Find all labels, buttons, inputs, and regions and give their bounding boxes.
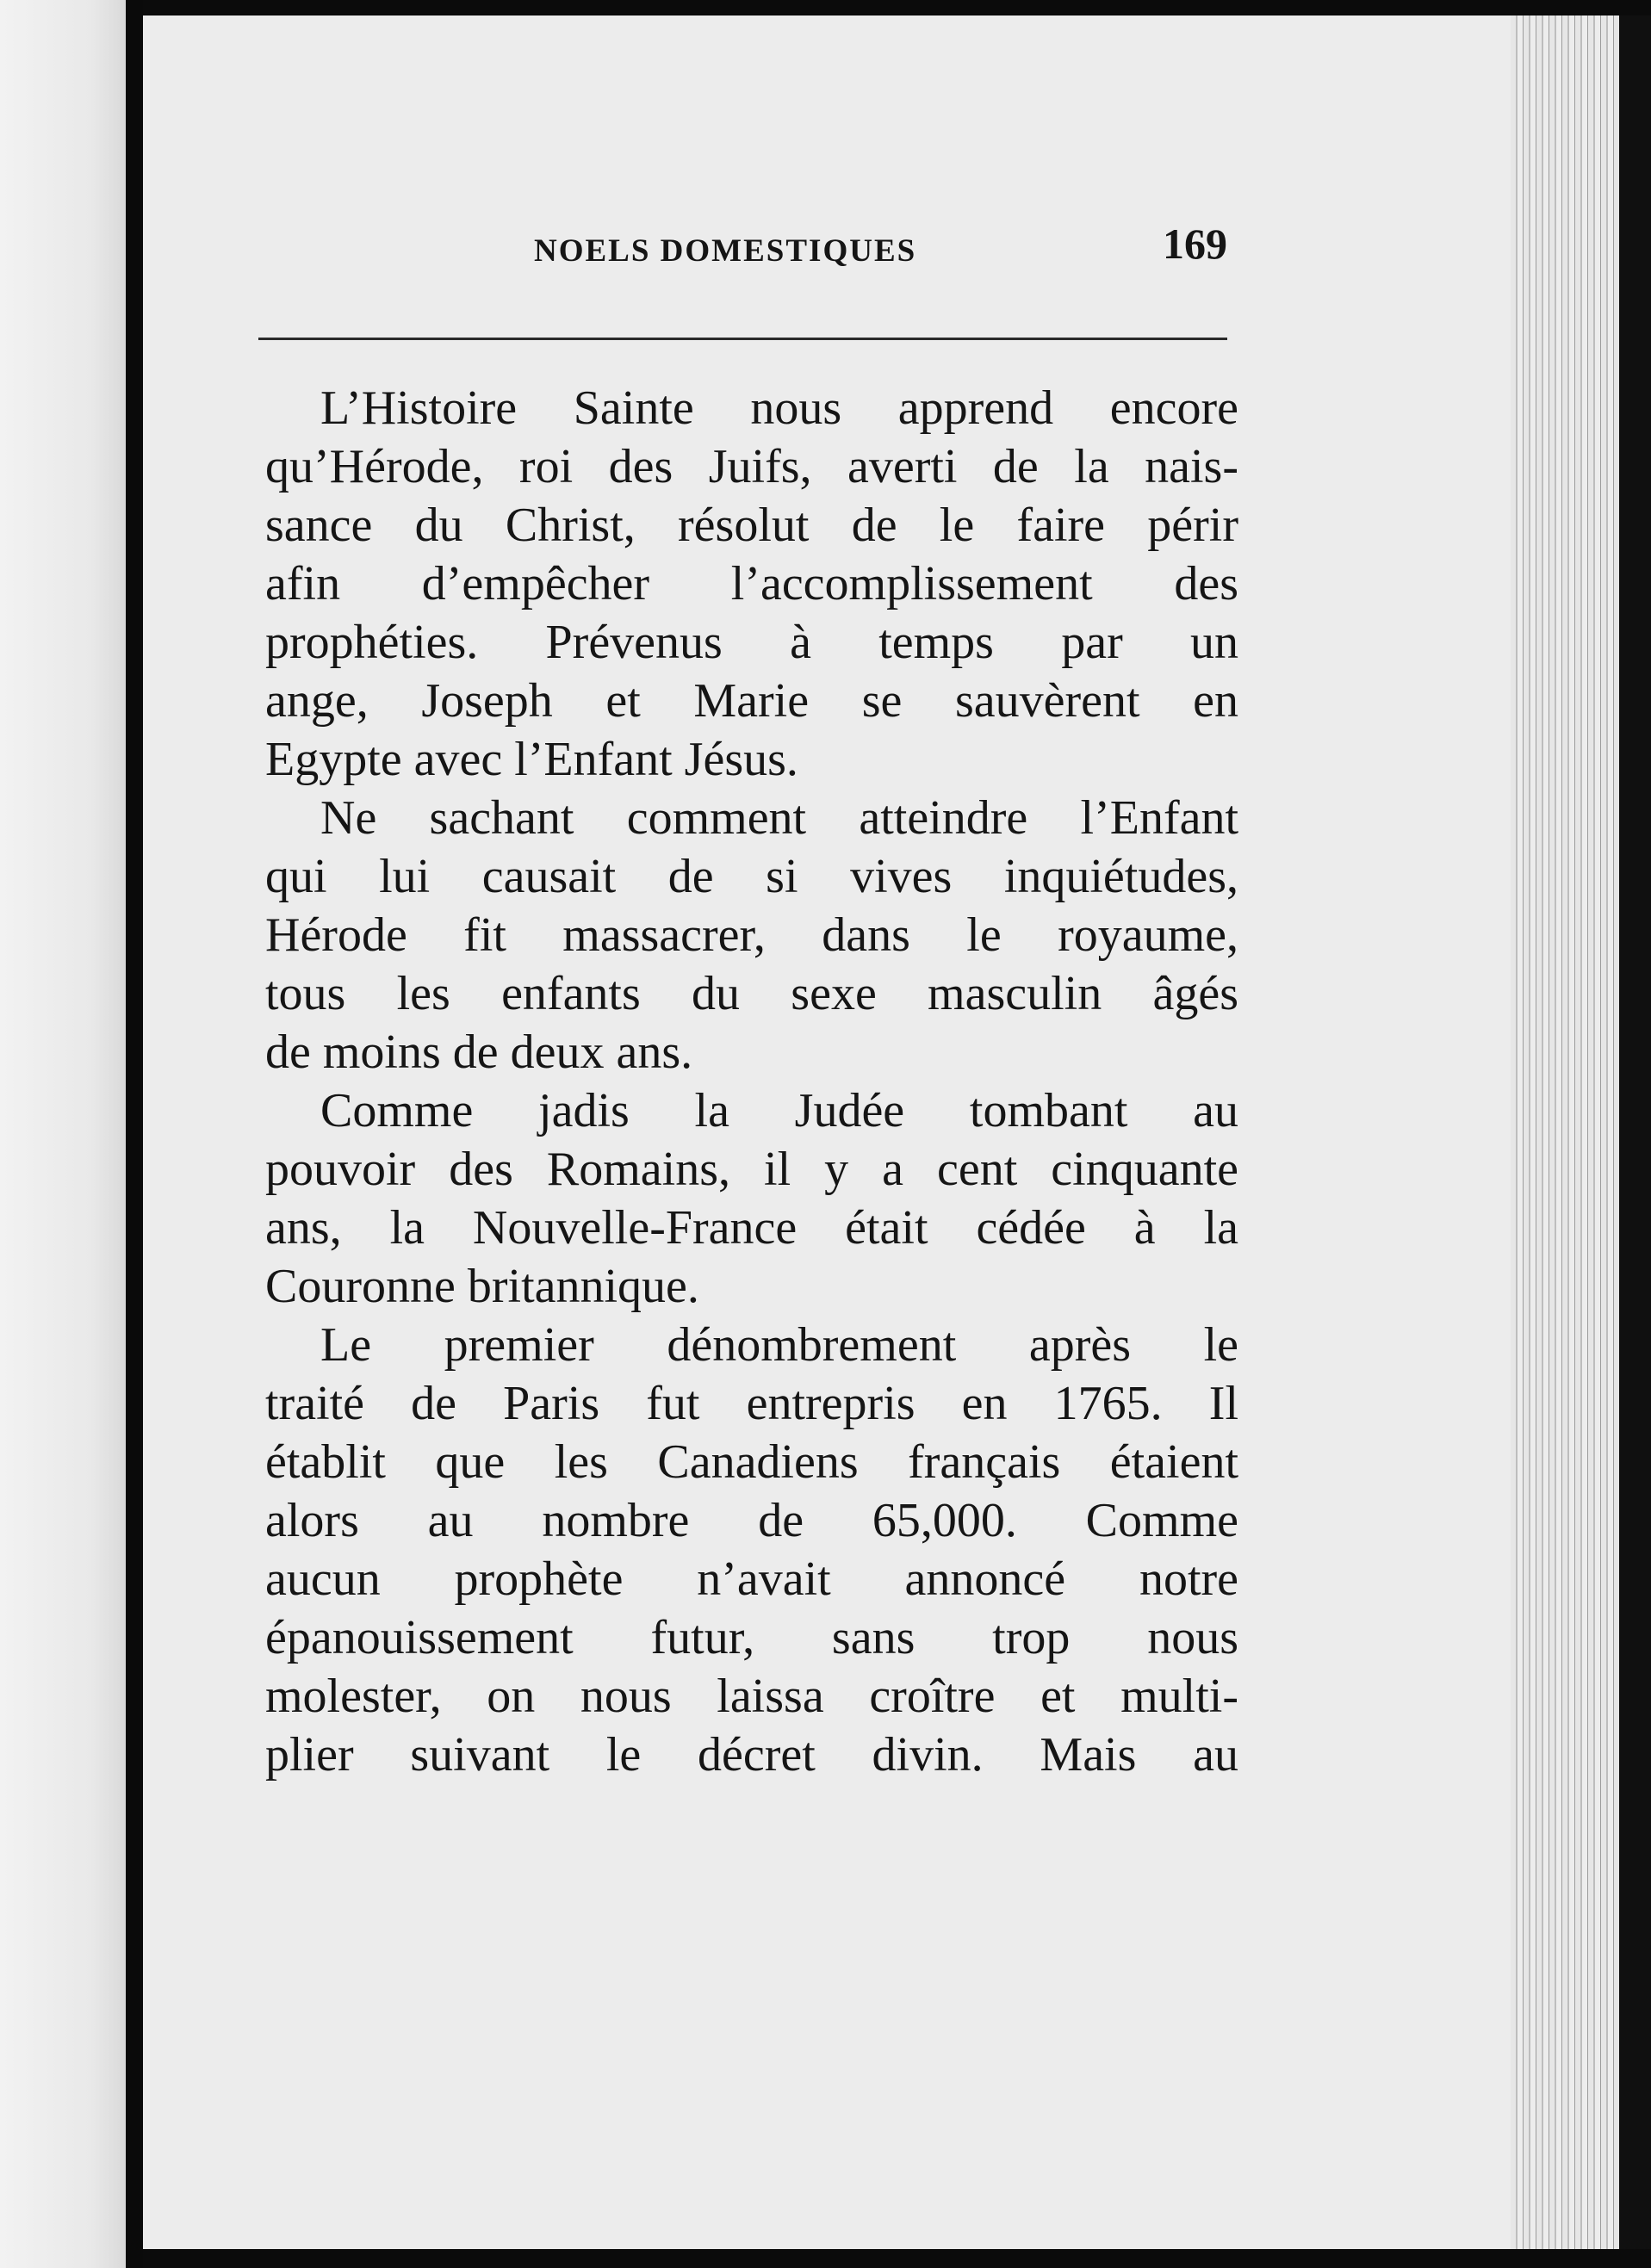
text-line: épanouissement futur, sans trop nous [265,1611,1238,1664]
text-line: alors au nombre de 65,000. Comme [265,1494,1238,1547]
text-line: de moins de deux ans. [265,1026,693,1079]
text-line: molester, on nous laissa croître et multi- [265,1670,1238,1723]
page-number: 169 [1163,220,1227,268]
text-line: traité de Paris fut entrepris en 1765. Il [265,1377,1238,1430]
text-line: aucun prophète n’avait annoncé notre [265,1552,1238,1606]
text-line: ange, Joseph et Marie se sauvèrent en [265,674,1238,728]
text-line: Couronne britannique. [265,1260,699,1313]
page-block-edges [1511,15,1634,2249]
text-line: qu’Hérode, roi des Juifs, averti de la nais- [265,440,1238,493]
text-line: afin d’empêcher l’accomplissement des [265,557,1238,610]
text-line: plier suivant le décret divin. Mais au [265,1728,1238,1782]
text-line: ans, la Nouvelle-France était cédée à la [265,1201,1238,1255]
body-text [265,379,1238,1784]
text-line: Egypte avec l’Enfant Jésus. [265,733,798,786]
text-line: Comme jadis la Judée tombant au [320,1084,1238,1137]
text-line: Hérode fit massacrer, dans le royaume, [265,908,1238,962]
page-header [267,214,1227,282]
text-line: sance du Christ, résolut de le faire périr [265,499,1238,552]
text-line: qui lui causait de si vives inquiétudes, [265,850,1238,903]
text-line: pouvoir des Romains, il y a cent cinquante [265,1143,1238,1196]
facing-page-edge [0,0,129,2268]
text-line: Ne sachant comment atteindre l’Enfant [320,791,1238,845]
running-head: NOELS DOMESTIQUES [534,233,917,269]
text-line: prophéties. Prévenus à temps par un [265,616,1238,669]
header-rule [258,338,1227,340]
text-line: L’Histoire Sainte nous apprend encore [320,381,1238,435]
text-line: établit que les Canadiens français étaient [265,1435,1238,1489]
gutter-shadow [126,0,143,2268]
right-shadow [1619,15,1651,2249]
text-line: Le premier dénombrement après le [320,1318,1238,1372]
text-line: tous les enfants du sexe masculin âgés [265,967,1238,1020]
